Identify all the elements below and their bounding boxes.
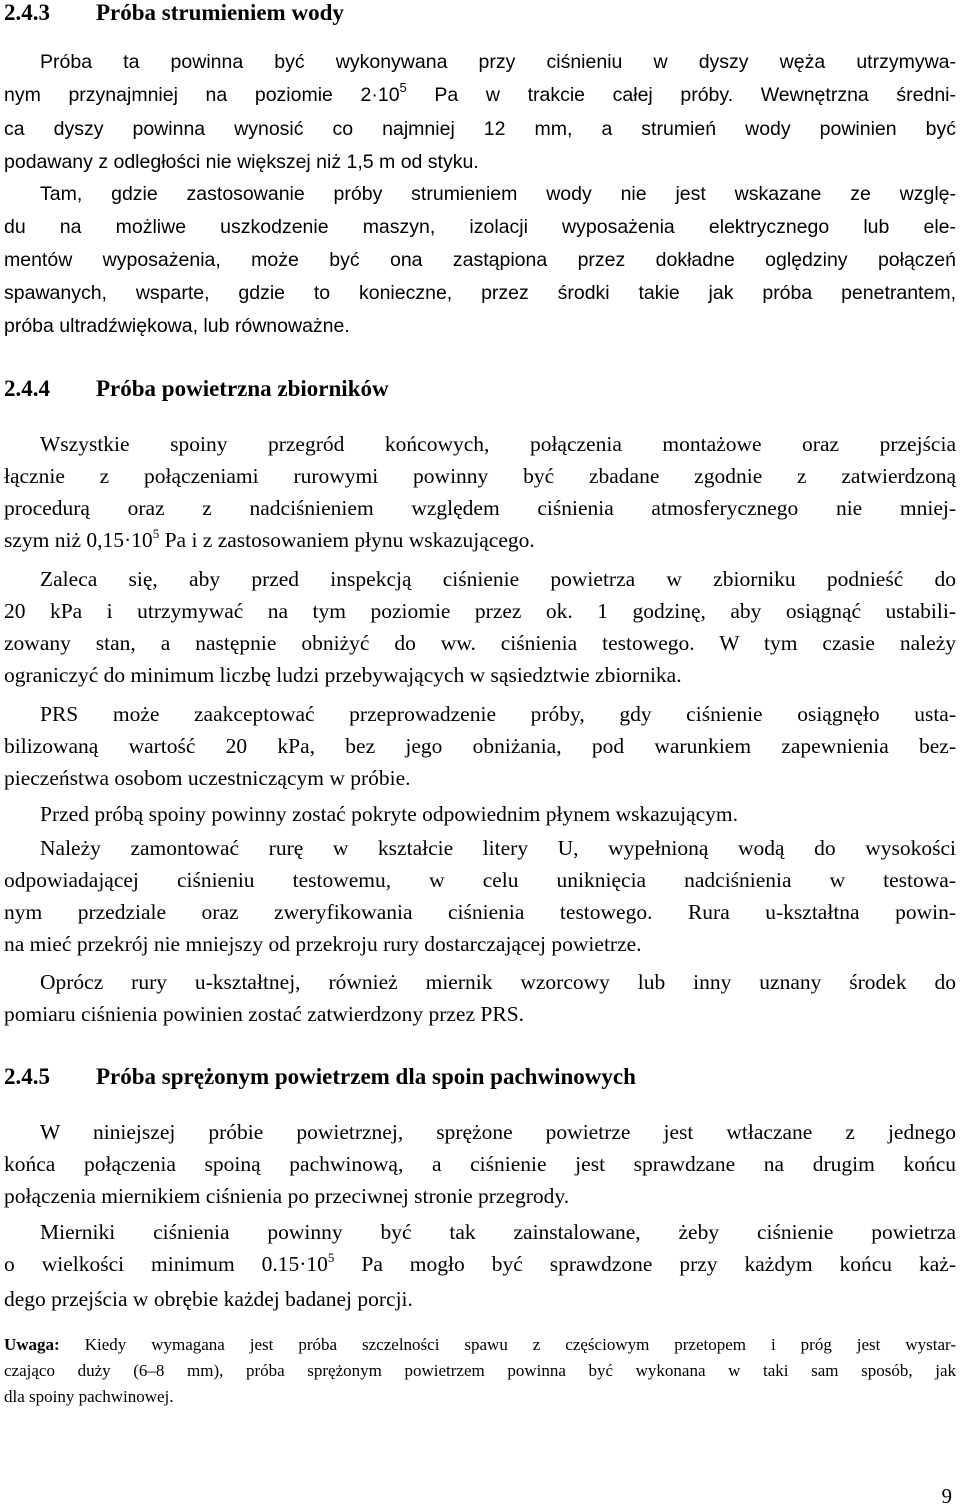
page-number: 9 [941, 1484, 952, 1508]
section-number: 2.4.4 [4, 376, 50, 401]
section-number: 2.4.5 [4, 1064, 50, 1089]
note-label: Uwaga: [4, 1335, 60, 1354]
paragraph: Próba ta powinna być wykonywana przy ciśnieniu w dyszy węża utrzymywa- nym przynajmniej na poziomie $2\cdot 10^5$ Pa w trakcie całej próby. Wewnętrzna średni- ca dyszy powinna wynosić co najmniej 12 mm, a strumień wody powinien być podawany z odległości nie większej niż 1,5 m od styku. [4, 51, 956, 173]
section-title: Próba powietrzna zbiorników [96, 376, 389, 401]
paragraph: Wszystkie spoiny przegród końcowych, połączenia montażowe oraz przejścia łącznie z połączeniami rurowymi powinny być zbadane zgodnie z zatwierdzoną procedurą oraz z nadciśnieniem względem ciśnienia atmosferycznego nie mniej- szym niż $0,15\cdot 10^5$ Pa i z zastosowaniem płynu wskazującego. [4, 432, 956, 552]
note: Uwaga: Kiedy wymagana jest próba szczelności spawu z częściowym przetopem i próg jest wystar- czająco duży (6–8 mm), próba sprężonym powietrzem powinna być wykonana w taki sam sposób, jak dla spoiny pachwinowej. [4, 1335, 956, 1406]
section-heading-2-4-3 [4, 0, 344, 26]
paragraph: Należy zamontować rurę w kształcie litery U, wypełnioną wodą do wysokości odpowiadającej ciśnieniu testowemu, w celu uniknięcia nadciśnienia w testowa- nym przedziale oraz zweryfikowania ciśnienia testowego. Rura u-kształtna powin- na mieć przekrój nie mniejszy od przekroju rury dostarczającej powietrze. [4, 836, 956, 956]
section-heading-2-4-4 [4, 376, 389, 402]
section-title: Próba strumieniem wody [96, 0, 344, 25]
section-heading-2-4-5 [4, 1064, 636, 1090]
paragraph: Zaleca się, aby przed inspekcją ciśnienie powietrza w zbiorniku podnieść do 20 kPa i utrzymywać na tym poziomie przez ok. 1 godzinę, aby osiągnąć ustabili- zowany stan, a następnie obniżyć do ww. ciśnienia testowego. W tym czasie należy ograniczyć do minimum liczbę ludzi przebywających w sąsiedztwie zbiornika. [4, 567, 956, 687]
paragraph: Mierniki ciśnienia powinny być tak zainstalowane, żeby ciśnienie powietrza o wielkości minimum $0.15\cdot 10^5$ Pa mogło być sprawdzone przy każdym końcu każ- dego przejścia w obrębie każdej badanej porcji. [4, 1220, 956, 1311]
section-title: Próba sprężonym powietrzem dla spoin pachwinowych [96, 1064, 636, 1089]
paragraph: Tam, gdzie zastosowanie próby strumieniem wody nie jest wskazane ze wzglę- du na możliwe uszkodzenie maszyn, izolacji wyposażenia elektrycznego lub ele- mentów wyposażenia, może być ona zastąpiona przez dokładne oględziny połączeń spawanych, wsparte, gdzie to konieczne, przez środki takie jak próba penetrantem, próba ultradźwiękowa, lub równoważne. [4, 183, 956, 337]
paragraph: Przed próbą spoiny powinny zostać pokryte odpowiednim płynem wskazującym. [40, 802, 739, 826]
paragraph: W niniejszej próbie powietrznej, sprężone powietrze jest wtłaczane z jednego końca połączenia spoiną pachwinową, a ciśnienie jest sprawdzane na drugim końcu połączenia miernikiem ciśnienia po przeciwnej stronie przegrody. [4, 1120, 956, 1208]
paragraph: Oprócz rury u-kształtnej, również miernik wzorcowy lub inny uznany środek do pomiaru ciśnienia powinien zostać zatwierdzony przez PRS. [4, 970, 956, 1026]
section-number: 2.4.3 [4, 0, 50, 25]
paragraph: PRS może zaakceptować przeprowadzenie próby, gdy ciśnienie osiągnęło usta- bilizowaną wartość 20 kPa, bez jego obniżania, pod warunkiem zapewnienia bez- pieczeństwa osobom uczestniczącym w próbie. [4, 702, 956, 790]
